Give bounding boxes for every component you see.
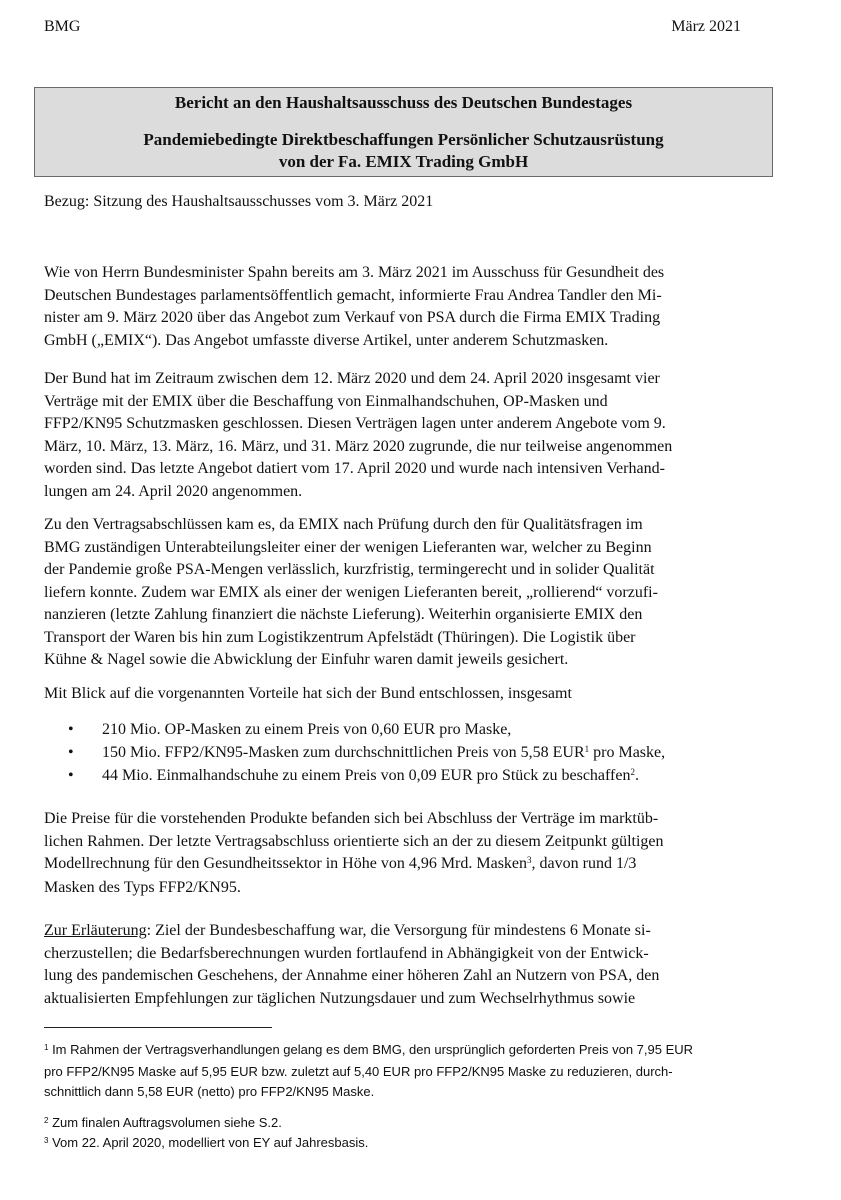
paragraph-line: aktualisierten Empfehlungen zur täglichen Nutzungsdauer und zum Wechselrhythmus sowie bbox=[44, 989, 636, 1007]
footnote-3 bbox=[44, 1133, 765, 1155]
list-item bbox=[44, 719, 765, 742]
paragraph-line: Wie von Herrn Bundesminister Spahn bereits am 3. März 2021 im Ausschuss für Gesundheit des bbox=[44, 264, 665, 281]
explanation-label: Zur Erläuterung bbox=[44, 922, 147, 939]
list-item-text-tail: . bbox=[634, 767, 639, 784]
bullet-icon: • bbox=[68, 767, 74, 784]
paragraph-text-tail: , davon rund 1/3 bbox=[531, 855, 637, 872]
paragraph-line: worden sind. Das letzte Angebot datiert vom 17. April 2020 und wurde nach intensiven Verhand- bbox=[44, 460, 665, 477]
footnote-divider bbox=[44, 1027, 272, 1028]
footnote-text: Zum finalen Auftragsvolumen siehe S.2. bbox=[48, 1115, 282, 1130]
header-org: BMG bbox=[44, 18, 81, 35]
paragraph-line: BMG zuständigen Unterabteilungsleiter einer der wenigen Lieferanten war, welcher zu Beginn bbox=[44, 538, 652, 556]
paragraph-line: Deutschen Bundestages parlamentsöffentlich gemacht, informierte Frau Andrea Tandler den Mi- bbox=[44, 286, 662, 304]
report-subtitle bbox=[35, 129, 772, 173]
paragraph-line: liefern konnte. Zudem war EMIX als einer der wenigen Lieferanten bereit, „rollierend“ vorzufi- bbox=[44, 583, 658, 601]
paragraph-line: Der Bund hat im Zeitraum zwischen dem 12. März 2020 und dem 24. April 2020 insgesamt vier bbox=[44, 370, 660, 387]
footnote-mark: 2 bbox=[44, 1116, 49, 1125]
footnote-text: Im Rahmen der Vertragsverhandlungen gelang es dem BMG, den ursprünglich geforderten Preis von 7,95 EUR bbox=[48, 1042, 694, 1057]
footnote-ref-1: 1 bbox=[584, 743, 590, 754]
paragraph-line: Verträge mit der EMIX über die Beschaffung von Einmalhandschuhen, OP-Masken und bbox=[44, 392, 608, 410]
paragraph-line: nanzieren (letzte Zahlung finanziert die nächste Lieferung). Weiterhin organisierte EMIX den bbox=[44, 606, 643, 623]
list-item-text-tail: pro Maske, bbox=[589, 743, 666, 761]
footnote-line bbox=[44, 1113, 765, 1135]
paragraph-line: Masken des Typs FFP2/KN95. bbox=[44, 878, 241, 896]
paragraph-line bbox=[44, 853, 765, 877]
list-item-text: 210 Mio. OP-Masken zu einem Preis von 0,60 EUR pro Maske, bbox=[102, 721, 512, 738]
report-subtitle-line2: von der Fa. EMIX Trading GmbH bbox=[278, 152, 529, 171]
footnote-ref-2: 2 bbox=[630, 767, 635, 777]
paragraph-line: lichen Rahmen. Der letzte Vertragsabschluss orientierte sich an der zu diesem Zeitpunkt gültigen bbox=[44, 832, 664, 850]
paragraph-5 bbox=[44, 808, 765, 899]
footnote-text: Vom 22. April 2020, modelliert von EY auf Jahresbasis. bbox=[48, 1135, 369, 1150]
footnote-mark: 3 bbox=[44, 1136, 49, 1145]
header-date: März 2021 bbox=[671, 18, 741, 35]
paragraph-line: März, 10. März, 13. März, 16. März, und 31. März 2020 zugrunde, die nur teilweise angenommen bbox=[44, 437, 673, 455]
report-title: Bericht an den Haushaltsausschuss des Deutschen Bundestages bbox=[174, 93, 633, 112]
paragraph-line: GmbH („EMIX“). Das Angebot umfasste diverse Artikel, unter anderem Schutzmasken. bbox=[44, 331, 609, 349]
paragraph-4 bbox=[44, 683, 765, 706]
title-box bbox=[34, 87, 773, 177]
paragraph-3 bbox=[44, 514, 765, 672]
list-item bbox=[44, 765, 765, 789]
paragraph-line: FFP2/KN95 Schutzmasken geschlossen. Diesen Verträgen lagen unter anderem Angebote vom 9. bbox=[44, 415, 666, 432]
footnote-line bbox=[44, 1133, 765, 1155]
paragraph-line: lungen am 24. April 2020 angenommen. bbox=[44, 482, 303, 500]
paragraph-text: : Ziel der Bundesbeschaffung war, die Versorgung für mindestens 6 Monate si- bbox=[146, 922, 651, 939]
bullet-icon: • bbox=[68, 743, 74, 761]
footnote-2 bbox=[44, 1113, 765, 1135]
paragraph-text: Modellrechnung für den Gesundheitssektor in Höhe von 4,96 Mrd. Masken bbox=[44, 855, 528, 872]
report-subtitle-line1: Pandemiebedingte Direktbeschaffungen Persönlicher Schutzausrüstung bbox=[143, 130, 664, 149]
bullet-list bbox=[44, 719, 765, 789]
footnote-mark: 1 bbox=[44, 1043, 49, 1052]
paragraph-2 bbox=[44, 368, 765, 503]
paragraph-line bbox=[44, 920, 765, 943]
paragraph-1 bbox=[44, 262, 765, 352]
paragraph-line: der Pandemie große PSA-Mengen verlässlich, kurzfristig, termingerecht und in solider Qualität bbox=[44, 561, 655, 578]
paragraph-6 bbox=[44, 920, 765, 1010]
paragraph-line: Die Preise für die vorstehenden Produkte befanden sich bei Abschluss der Verträge im marktüb- bbox=[44, 810, 659, 827]
paragraph-line: cherzustellen; die Bedarfsberechnungen wurden fortlaufend in Abhängigkeit von der Entwick- bbox=[44, 944, 649, 962]
footnote-ref-3: 3 bbox=[527, 855, 532, 865]
list-item bbox=[44, 742, 765, 766]
paragraph-line: nister am 9. März 2020 über das Angebot zum Verkauf von PSA durch die Firma EMIX Trading bbox=[44, 309, 661, 326]
footnote-1 bbox=[44, 1040, 765, 1102]
footnote-line: pro FFP2/KN95 Maske auf 5,95 EUR bzw. zuletzt auf 5,40 EUR pro FFP2/KN95 Maske zu reduzieren, durch- bbox=[44, 1064, 673, 1079]
paragraph-line: Zu den Vertragsabschlüssen kam es, da EMIX nach Prüfung durch den für Qualitätsfragen im bbox=[44, 516, 643, 533]
list-item-text: 44 Mio. Einmalhandschuhe zu einem Preis von 0,09 EUR pro Stück zu beschaffen bbox=[102, 767, 631, 784]
paragraph-line: Kühne & Nagel sowie die Abwicklung der Einfuhr waren damit jeweils gesichert. bbox=[44, 651, 569, 668]
paragraph-line: Mit Blick auf die vorgenannten Vorteile hat sich der Bund entschlossen, insgesamt bbox=[44, 685, 572, 702]
list-item-text: 150 Mio. FFP2/KN95-Masken zum durchschnittlichen Preis von 5,58 EUR bbox=[102, 743, 585, 761]
footnote-line bbox=[44, 1040, 765, 1062]
bullet-icon: • bbox=[68, 721, 74, 738]
paragraph-line: lung des pandemischen Geschehens, der Annahme einer höheren Zahl an Nutzern von PSA, den bbox=[44, 967, 660, 984]
paragraph-line: Transport der Waren bis hin zum Logistikzentrum Apfelstädt (Thüringen). Die Logistik über bbox=[44, 628, 636, 646]
reference-line: Bezug: Sitzung des Haushaltsausschusses vom 3. März 2021 bbox=[44, 193, 434, 210]
footnote-line: schnittlich dann 5,58 EUR (netto) pro FFP2/KN95 Maske. bbox=[44, 1084, 375, 1099]
